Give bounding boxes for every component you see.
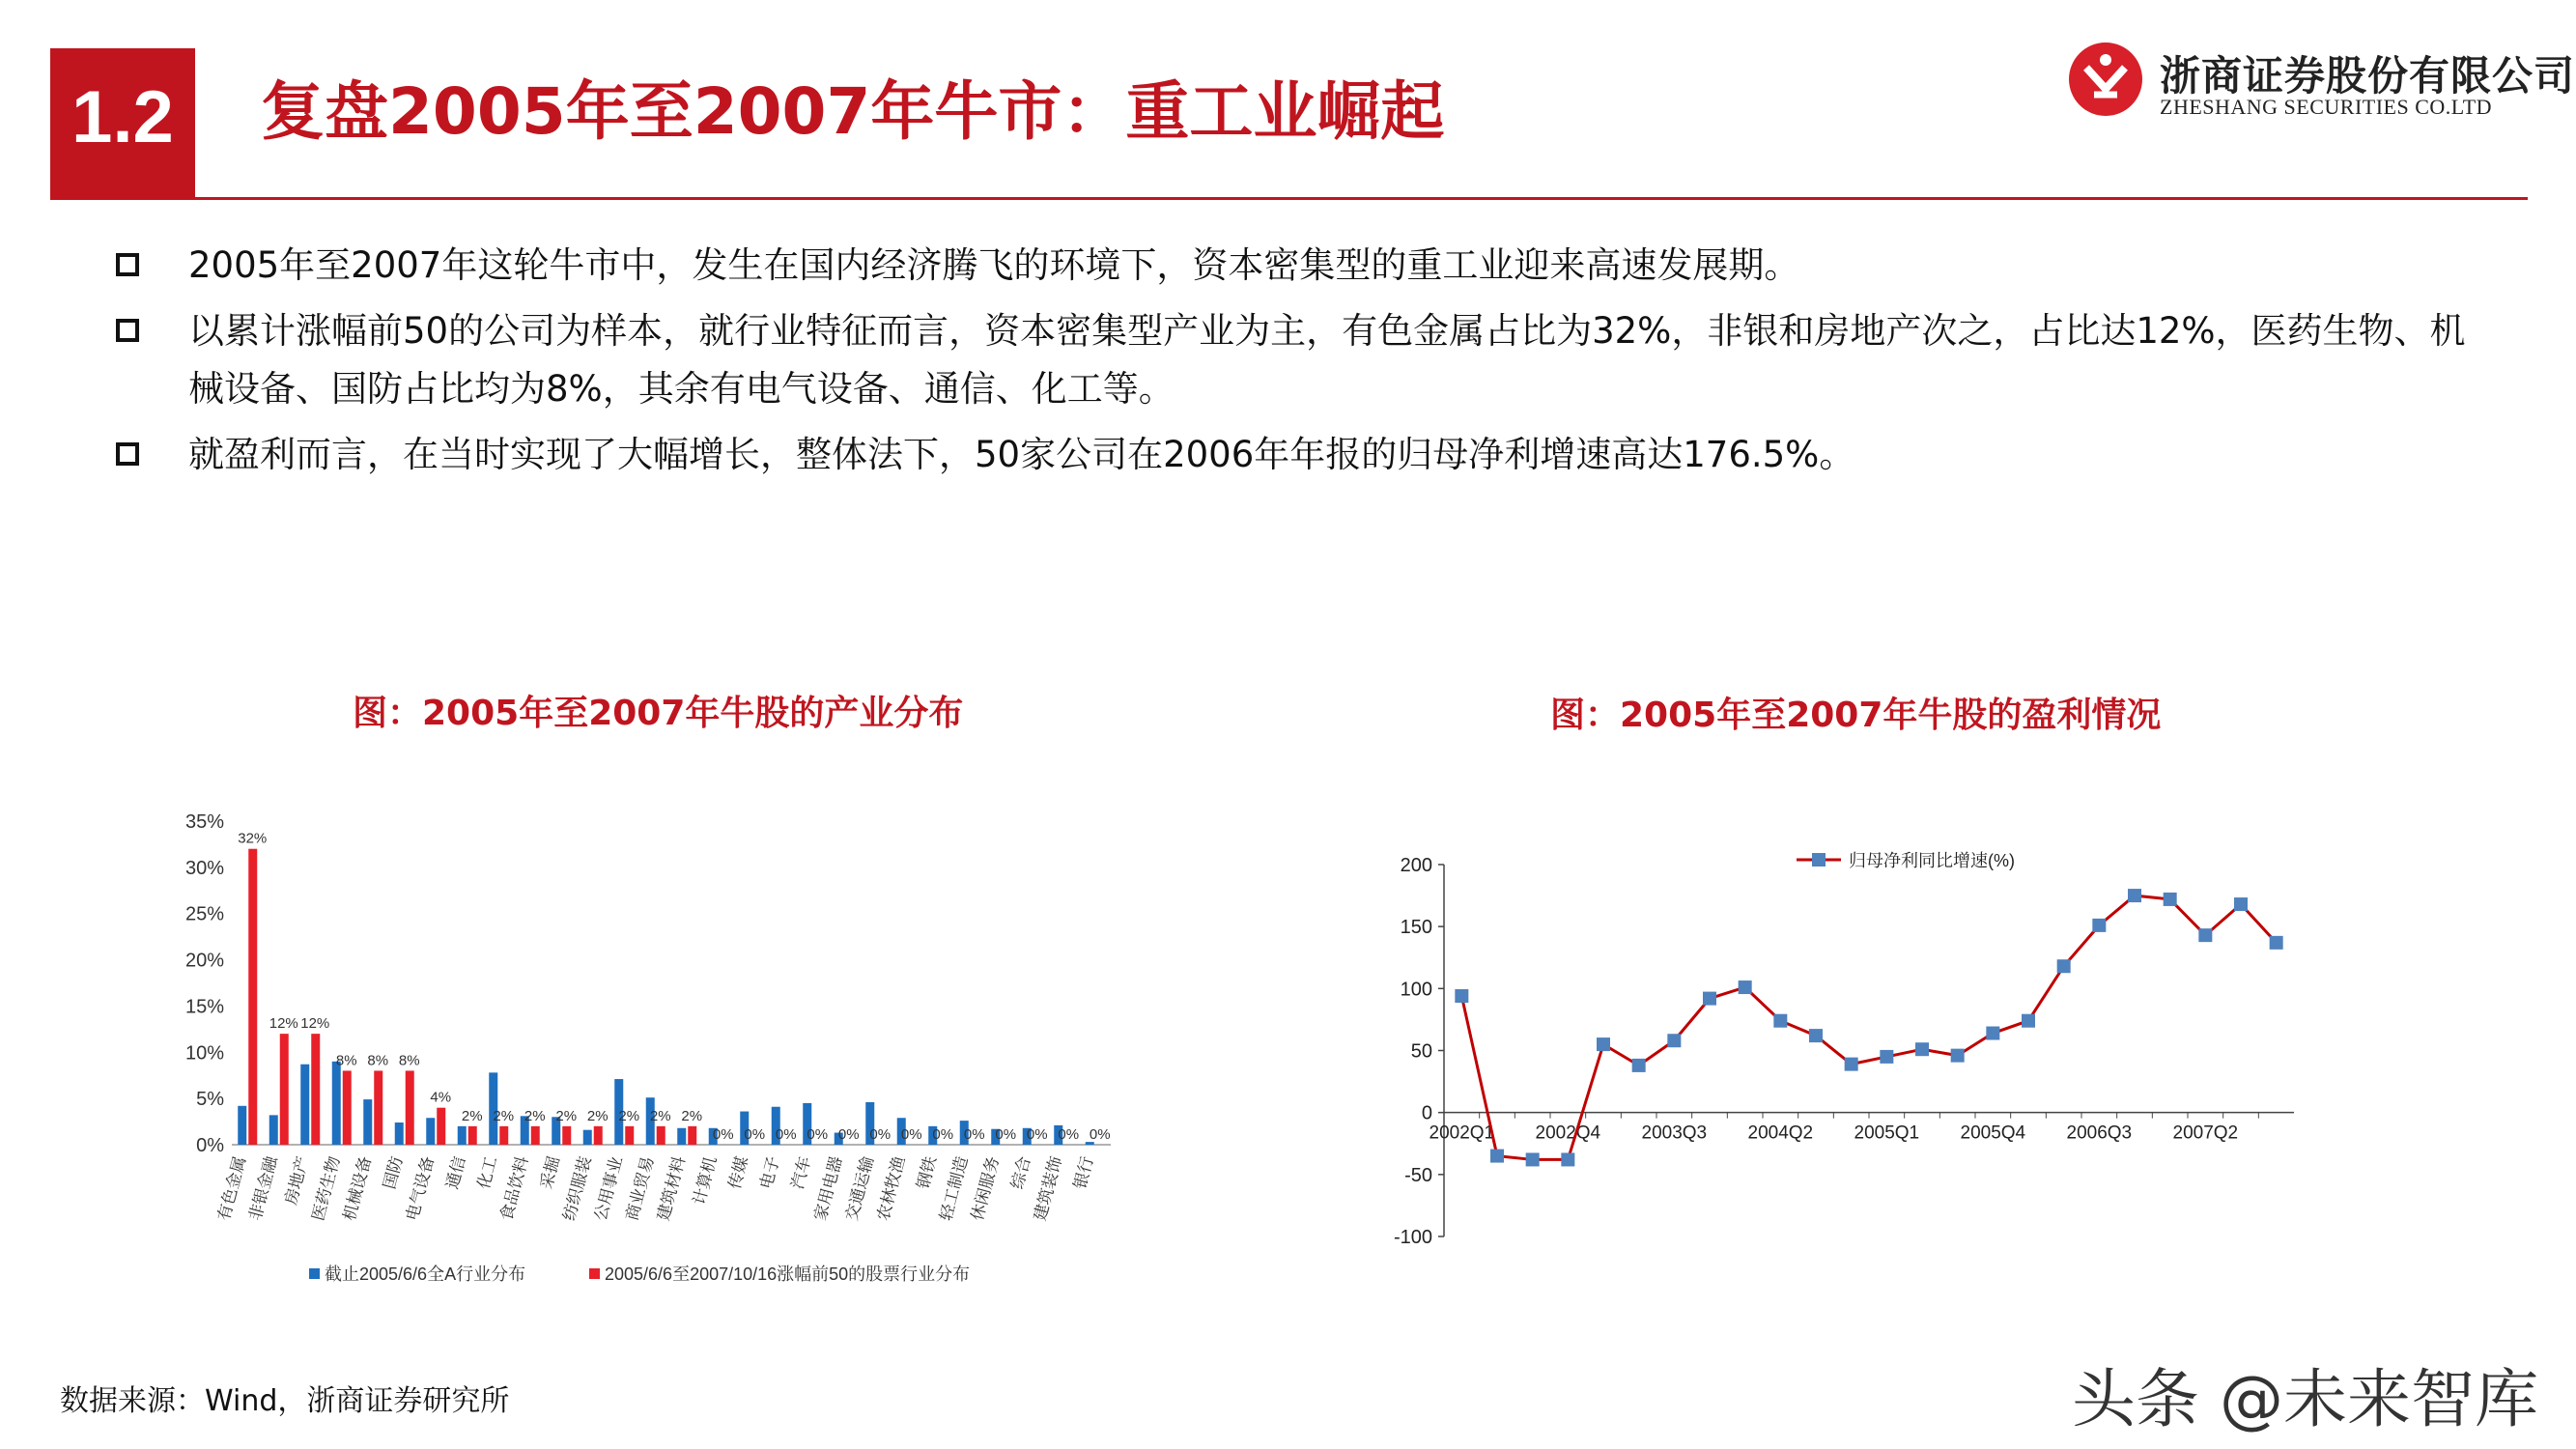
data-point-marker xyxy=(2022,1014,2035,1028)
section-number: 1.2 xyxy=(71,76,174,158)
x-tick-label: 2004Q2 xyxy=(1747,1122,1814,1144)
data-point-marker xyxy=(1703,992,1716,1006)
bar-top50 xyxy=(343,1070,352,1145)
bar-data-label: 4% xyxy=(430,1089,452,1106)
bar-top50 xyxy=(657,1126,665,1145)
x-category-label: 食品饮料 xyxy=(496,1154,532,1223)
bar-data-label: 2% xyxy=(555,1107,578,1124)
legend-swatch xyxy=(309,1268,320,1279)
x-category-label: 综合 xyxy=(1007,1154,1034,1191)
x-category-label: 医药生物 xyxy=(308,1154,344,1223)
legend-marker xyxy=(1812,853,1826,867)
x-category-label: 计算机 xyxy=(690,1154,721,1208)
section-badge xyxy=(50,48,195,198)
x-category-label: 钢铁 xyxy=(913,1154,941,1191)
y-tick-label: 200 xyxy=(1400,855,1432,876)
watermark: 头条 @未来智库 xyxy=(2072,1362,2538,1436)
bar-top50 xyxy=(499,1126,508,1145)
x-category-label: 通信 xyxy=(442,1154,469,1191)
industry-distribution-bar-chart xyxy=(164,792,1130,1304)
x-category-label: 非银金融 xyxy=(245,1154,281,1223)
data-point-marker xyxy=(2164,893,2177,906)
bar-data-label: 2% xyxy=(524,1107,546,1124)
x-category-label: 化工 xyxy=(473,1154,501,1191)
x-tick-label: 2002Q4 xyxy=(1535,1122,1601,1144)
data-point-marker xyxy=(1526,1152,1540,1166)
bar-top50 xyxy=(374,1070,382,1145)
legend-label: 归母净利同比增速(%) xyxy=(1849,851,2015,870)
data-point-marker xyxy=(1880,1050,1893,1064)
bar-all-a-share xyxy=(300,1065,309,1145)
y-tick-label: -100 xyxy=(1393,1227,1432,1248)
x-tick-label: 2005Q4 xyxy=(1960,1122,2026,1144)
data-point-marker xyxy=(2234,897,2248,911)
bar-data-label: 0% xyxy=(900,1126,922,1143)
x-tick-label: 2006Q3 xyxy=(2066,1122,2133,1144)
data-point-marker xyxy=(1632,1059,1646,1072)
bar-data-label: 0% xyxy=(869,1126,892,1143)
y-tick-label: 15% xyxy=(184,996,224,1018)
data-point-marker xyxy=(1773,1014,1787,1028)
bar-data-label: 8% xyxy=(335,1052,357,1069)
x-tick-label: 2002Q1 xyxy=(1429,1122,1495,1144)
bar-top50 xyxy=(625,1126,634,1145)
x-tick-label: 2003Q3 xyxy=(1641,1122,1708,1144)
y-tick-label: 150 xyxy=(1400,917,1432,939)
x-category-label: 交通运输 xyxy=(842,1154,878,1223)
bar-data-label: 32% xyxy=(238,830,268,847)
bar-all-a-share xyxy=(395,1122,404,1145)
checkbox-bullet-icon xyxy=(116,253,139,276)
y-tick-label: 50 xyxy=(1410,1040,1432,1063)
data-point-marker xyxy=(2092,919,2106,932)
y-tick-label: 35% xyxy=(184,811,224,833)
bar-data-label: 8% xyxy=(367,1052,389,1069)
bar-all-a-share xyxy=(269,1115,278,1145)
bar-all-a-share xyxy=(583,1130,592,1145)
data-point-marker xyxy=(1667,1034,1681,1047)
bullet-list xyxy=(116,237,2473,492)
x-category-label: 轻工制造 xyxy=(936,1154,972,1223)
page-title: 复盘2005年至2007年牛市：重工业崛起 xyxy=(261,74,1445,149)
data-point-marker xyxy=(1809,1029,1823,1042)
data-point-marker xyxy=(1845,1058,1858,1071)
data-point-marker xyxy=(1986,1027,1999,1040)
bar-top50 xyxy=(248,849,257,1145)
bar-all-a-share xyxy=(363,1099,372,1145)
y-tick-label: 10% xyxy=(184,1042,224,1065)
header-divider xyxy=(50,197,2528,200)
bar-top50 xyxy=(406,1070,414,1145)
data-point-marker xyxy=(2270,936,2283,950)
legend-label: 截止2005/6/6全A行业分布 xyxy=(325,1264,526,1284)
y-tick-label: 0% xyxy=(196,1135,224,1156)
x-category-label: 有色金属 xyxy=(214,1154,250,1223)
x-category-label: 汽车 xyxy=(787,1154,815,1191)
bar-data-label: 2% xyxy=(618,1107,640,1124)
profit-growth-line-chart xyxy=(1352,831,2318,1275)
bar-data-label: 2% xyxy=(586,1107,609,1124)
x-category-label: 纺织服装 xyxy=(559,1154,595,1223)
bar-data-label: 0% xyxy=(775,1126,797,1143)
data-point-marker xyxy=(1597,1037,1610,1051)
data-point-marker xyxy=(1739,980,1752,994)
company-logo xyxy=(2065,39,2576,126)
bar-all-a-share xyxy=(238,1106,246,1145)
bar-data-label: 0% xyxy=(932,1126,954,1143)
y-tick-label: 20% xyxy=(184,950,224,972)
bullet-text: 2005年至2007年这轮牛市中，发生在国内经济腾飞的环境下，资本密集型的重工业迎来高速发展期。 xyxy=(188,244,1800,286)
x-category-label: 国防 xyxy=(380,1154,407,1191)
bar-data-label: 0% xyxy=(807,1126,829,1143)
profit-growth-line xyxy=(1461,895,2276,1159)
bar-data-label: 0% xyxy=(712,1126,734,1143)
y-tick-label: 5% xyxy=(196,1089,224,1111)
bar-data-label: 2% xyxy=(493,1107,515,1124)
bar-top50 xyxy=(594,1126,603,1145)
x-category-label: 休闲服务 xyxy=(968,1154,1004,1223)
y-tick-label: 100 xyxy=(1400,979,1432,1001)
x-category-label: 公用事业 xyxy=(591,1154,627,1223)
bullet-item xyxy=(116,302,2473,418)
x-category-label: 建筑材料 xyxy=(654,1154,690,1223)
x-category-label: 机械设备 xyxy=(340,1154,376,1223)
bar-data-label: 0% xyxy=(837,1126,860,1143)
y-tick-label: -50 xyxy=(1404,1164,1432,1186)
bar-data-label: 0% xyxy=(963,1126,985,1143)
logo-english-name: ZHESHANG SECURITIES CO.LTD xyxy=(2160,95,2493,119)
bullet-text: 就盈利而言，在当时实现了大幅增长，整体法下，50家公司在2006年年报的归母净利增速高达176.5%。 xyxy=(188,434,1855,475)
data-point-marker xyxy=(1951,1049,1965,1063)
bar-data-label: 0% xyxy=(1026,1126,1048,1143)
bar-data-label: 0% xyxy=(995,1126,1017,1143)
bar-all-a-share xyxy=(677,1128,686,1145)
bar-data-label: 0% xyxy=(1089,1126,1111,1143)
x-category-label: 银行 xyxy=(1070,1154,1097,1191)
data-point-marker xyxy=(2128,889,2141,902)
bar-all-a-share xyxy=(426,1118,435,1145)
bar-data-label: 8% xyxy=(398,1052,420,1069)
bar-data-label: 12% xyxy=(269,1015,298,1033)
data-point-marker xyxy=(1455,989,1468,1003)
bullet-item xyxy=(116,426,2473,484)
x-category-label: 农林牧渔 xyxy=(873,1154,909,1223)
bullet-text: 以累计涨幅前50的公司为样本，就行业特征而言，资本密集型产业为主，有色金属占比为32%，非银和房地产次之，占比达12%，医药生物、机械设备、国防占比均为8%，其余有电气设备、通信、化工等。 xyxy=(188,310,2466,410)
bar-top50 xyxy=(437,1108,445,1145)
data-point-marker xyxy=(2057,959,2071,973)
bar-data-label: 12% xyxy=(300,1015,330,1033)
x-category-label: 传媒 xyxy=(724,1154,752,1191)
bullet-item xyxy=(116,237,2473,295)
data-point-marker xyxy=(1915,1042,1929,1056)
x-category-label: 采掘 xyxy=(536,1154,564,1191)
data-point-marker xyxy=(2198,928,2212,942)
bar-top50 xyxy=(531,1126,540,1145)
x-category-label: 家用电器 xyxy=(810,1154,846,1223)
bar-top50 xyxy=(311,1034,320,1145)
bar-all-a-share xyxy=(332,1062,341,1145)
bar-data-label: 2% xyxy=(681,1107,703,1124)
logo-mark-icon xyxy=(2065,39,2146,120)
bar-data-label: 0% xyxy=(1058,1126,1080,1143)
line-chart-title: 图：2005年至2007年牛股的盈利情况 xyxy=(1550,696,2162,735)
checkbox-bullet-icon xyxy=(116,442,139,466)
data-point-marker xyxy=(1490,1150,1504,1163)
x-category-label: 电子 xyxy=(756,1154,783,1191)
data-source-note: 数据来源：Wind，浙商证券研究所 xyxy=(60,1384,510,1418)
bar-data-label: 2% xyxy=(649,1107,671,1124)
x-category-label: 建筑装饰 xyxy=(1031,1154,1066,1223)
checkbox-bullet-icon xyxy=(116,319,139,342)
x-tick-label: 2005Q1 xyxy=(1854,1122,1920,1144)
bar-data-label: 0% xyxy=(744,1126,766,1143)
bar-top50 xyxy=(468,1126,477,1145)
bar-data-label: 2% xyxy=(461,1107,483,1124)
x-category-label: 电气设备 xyxy=(403,1154,439,1223)
bar-top50 xyxy=(562,1126,571,1145)
x-category-label: 房地产 xyxy=(281,1154,313,1208)
x-category-label: 商业贸易 xyxy=(622,1154,658,1223)
y-tick-label: 30% xyxy=(184,857,224,879)
bar-chart-title: 图：2005年至2007年牛股的产业分布 xyxy=(353,694,964,733)
y-tick-label: 25% xyxy=(184,903,224,925)
bar-top50 xyxy=(688,1126,696,1145)
data-point-marker xyxy=(1561,1152,1574,1166)
legend-swatch xyxy=(589,1268,600,1279)
x-tick-label: 2007Q2 xyxy=(2172,1122,2239,1144)
bar-top50 xyxy=(280,1034,289,1145)
legend-label: 2005/6/6至2007/10/16涨幅前50的股票行业分布 xyxy=(605,1264,971,1284)
y-tick-label: 0 xyxy=(1421,1102,1432,1124)
bar-all-a-share xyxy=(458,1126,467,1145)
logo-chinese-name: 浙商证券股份有限公司 xyxy=(2160,52,2576,99)
